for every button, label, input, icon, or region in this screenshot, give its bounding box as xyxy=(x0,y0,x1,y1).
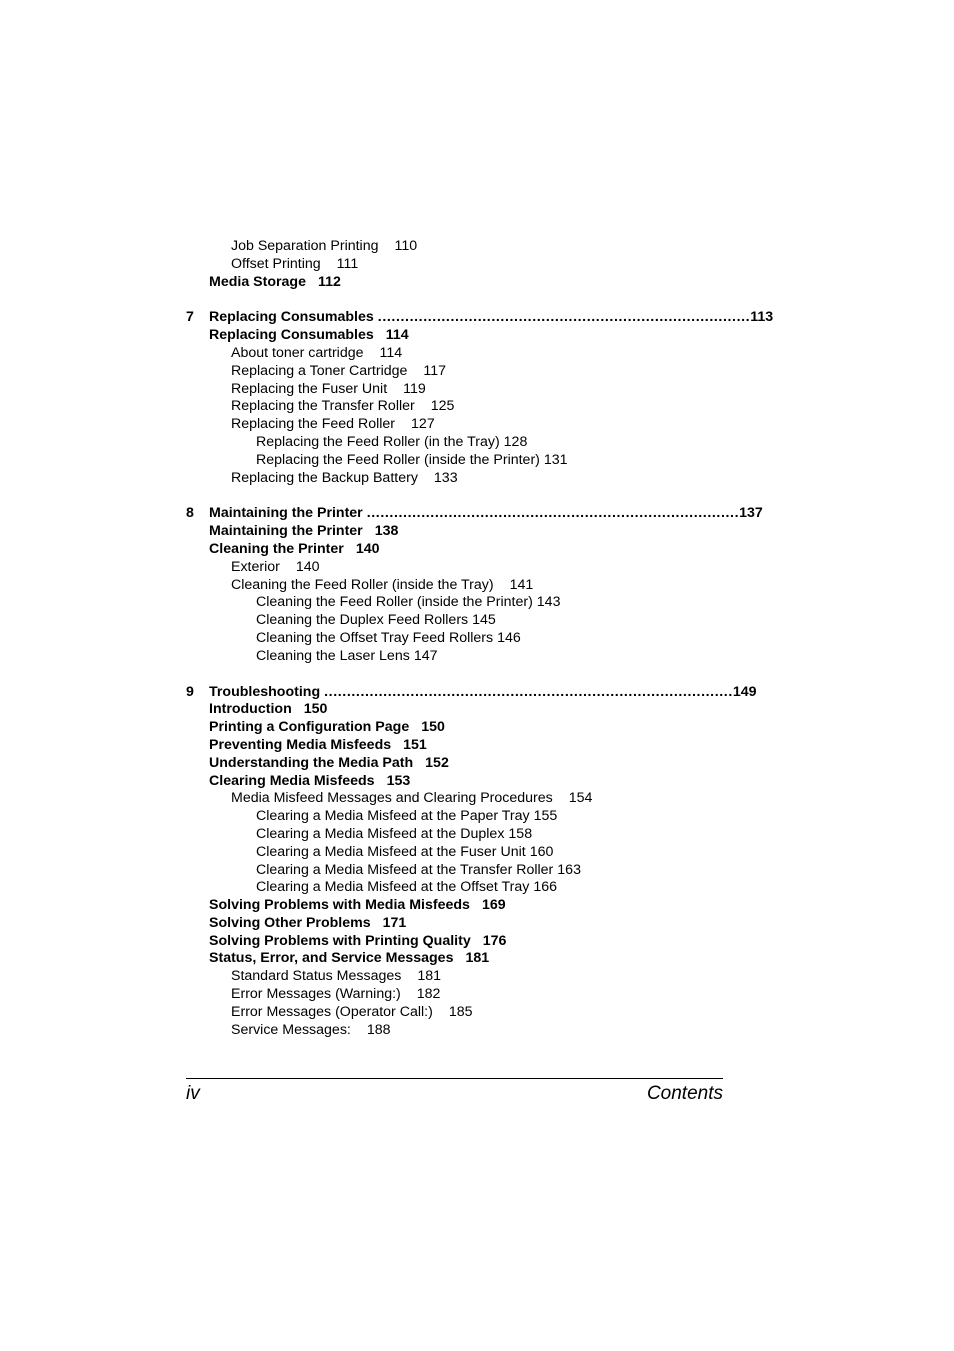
footer-rule xyxy=(186,1078,723,1079)
toc-entry-level-1[interactable] xyxy=(186,274,723,292)
toc-entry-page: 163 xyxy=(557,861,581,878)
toc-entry-page: 166 xyxy=(533,879,558,896)
toc-entry-title: Maintaining the Printer xyxy=(209,523,363,540)
footer-page-number: iv xyxy=(186,1083,200,1104)
toc-entry-title: About toner cartridge xyxy=(231,344,364,361)
footer-section-title: Contents xyxy=(646,1083,723,1104)
toc-entry-title: Error Messages (Operator Call:) xyxy=(231,1003,433,1020)
toc-entry-page: 147 xyxy=(413,647,438,664)
toc-entry-title: Replacing the Feed Roller (inside the Printer) xyxy=(256,451,540,468)
toc-entry-level-2[interactable] xyxy=(186,256,723,274)
toc-entry-page: 133 xyxy=(433,469,458,486)
toc-entry-page: 160 xyxy=(529,843,554,860)
toc-entry-page: 119 xyxy=(403,380,426,397)
toc-entry-level-2[interactable] xyxy=(186,363,723,381)
toc-entry-page: 127 xyxy=(411,416,435,433)
toc-entry-title: Media Storage xyxy=(209,273,306,290)
toc-entry-title: Clearing Media Misfeeds xyxy=(209,772,375,789)
toc-entry-level-1[interactable] xyxy=(186,897,723,915)
toc-entry-level-3[interactable] xyxy=(186,826,723,844)
dot-leader: .................................................................................. xyxy=(366,505,740,522)
toc-entry-title: Standard Status Messages xyxy=(231,968,402,985)
toc-entry-title: Replacing a Toner Cartridge xyxy=(231,362,408,379)
toc-entry-title: Preventing Media Misfeeds xyxy=(209,736,392,753)
toc-entry-title: Solving Other Problems xyxy=(209,914,371,931)
toc-entry-page: 181 xyxy=(417,968,442,985)
toc-entry-page: 176 xyxy=(482,932,507,949)
toc-entry-title: Media Misfeed Messages and Clearing Procedures xyxy=(231,790,553,807)
toc-entry-level-2[interactable] xyxy=(186,577,723,595)
toc-entry-title: Introduction xyxy=(209,701,292,718)
toc-entry-title: Replacing the Transfer Roller xyxy=(231,398,415,415)
toc-entry-title: Clearing a Media Misfeed at the Duplex xyxy=(256,825,505,842)
toc-entry-page: 125 xyxy=(430,398,455,415)
toc-entry-level-3[interactable] xyxy=(186,648,723,666)
toc-entry-title: Understanding the Media Path xyxy=(209,754,414,771)
toc-entry-page: 150 xyxy=(421,719,445,736)
toc-entry-title: Printing a Configuration Page xyxy=(209,719,410,736)
toc-entry-title: Clearing a Media Misfeed at the Fuser Unit xyxy=(256,843,526,860)
toc-entry-page: 153 xyxy=(386,772,411,789)
toc-entry-page: 111 xyxy=(336,255,359,272)
toc-entry-page: 145 xyxy=(472,612,496,629)
toc-entry-title: Replacing the Feed Roller xyxy=(231,416,396,433)
toc-entry-level-2[interactable] xyxy=(186,968,723,986)
toc-entry-level-2[interactable] xyxy=(186,559,723,577)
toc-entry-level-1[interactable] xyxy=(186,737,723,755)
toc-entry-level-3[interactable] xyxy=(186,879,723,897)
toc-entry-title: Clearing a Media Misfeed at the Offset Tray xyxy=(256,879,530,896)
toc-entry-level-2[interactable] xyxy=(186,1004,723,1022)
toc-entry-level-1[interactable] xyxy=(186,719,723,737)
toc-entry-title: Replacing the Fuser Unit xyxy=(231,380,388,397)
toc-entry-level-3[interactable] xyxy=(186,612,723,630)
toc-entry-page: 114 xyxy=(379,344,403,361)
chapter-page: 149 xyxy=(732,683,757,700)
toc-entry-level-3[interactable] xyxy=(186,844,723,862)
toc-entry-title: Status, Error, and Service Messages xyxy=(209,950,454,967)
toc-entry-page: 150 xyxy=(303,701,328,718)
toc-entry-page: 112 xyxy=(317,273,341,290)
toc-entry-page: 171 xyxy=(382,914,407,931)
toc-entry-title: Cleaning the Feed Roller (inside the Printer) xyxy=(256,594,533,611)
toc-entry-level-3[interactable] xyxy=(186,630,723,648)
toc-entry-level-2[interactable] xyxy=(186,1022,723,1040)
toc-entry-page: 140 xyxy=(355,540,380,557)
toc-entry-level-1[interactable] xyxy=(186,950,723,968)
toc-entry-title: Replacing the Backup Battery xyxy=(231,469,418,486)
toc-entry-page: 146 xyxy=(497,629,521,646)
toc-entry-level-2[interactable] xyxy=(186,381,723,399)
toc-entry-title: Cleaning the Printer xyxy=(209,540,344,557)
toc-entry-page: 140 xyxy=(295,558,320,575)
table-of-contents xyxy=(186,238,774,1039)
toc-entry-title: Replacing the Feed Roller (in the Tray) xyxy=(256,433,500,450)
toc-entry-page: 114 xyxy=(385,327,409,344)
toc-entry-page: 169 xyxy=(481,897,506,914)
toc-entry-page: 182 xyxy=(416,986,441,1003)
toc-entry-page: 158 xyxy=(508,825,533,842)
toc-entry-level-3[interactable] xyxy=(186,434,723,452)
toc-entry-level-1[interactable] xyxy=(186,523,723,541)
chapter-page: 137 xyxy=(739,505,763,522)
toc-entry-page: 110 xyxy=(394,238,418,254)
dot-leader: .......................................................................................... xyxy=(324,683,733,700)
toc-entry-level-2[interactable] xyxy=(186,986,723,1004)
toc-entry-level-2[interactable] xyxy=(186,790,723,808)
toc-entry-title: Cleaning the Offset Tray Feed Rollers xyxy=(256,629,494,646)
toc-entry-level-1[interactable] xyxy=(186,327,723,345)
toc-entry-level-3[interactable] xyxy=(186,862,723,880)
toc-entry-level-3[interactable] xyxy=(186,452,723,470)
toc-chapter-heading[interactable] xyxy=(186,683,757,702)
toc-entry-page: 185 xyxy=(448,1003,473,1020)
toc-entry-page: 143 xyxy=(536,594,561,611)
toc-entry-level-1[interactable] xyxy=(186,541,723,559)
toc-entry-title: Clearing a Media Misfeed at the Paper Tray xyxy=(256,808,530,825)
toc-entry-page: 155 xyxy=(533,808,558,825)
chapter-title: Replacing Consumables xyxy=(209,309,374,326)
toc-entry-level-3[interactable] xyxy=(186,808,723,826)
toc-entry-title: Exterior xyxy=(231,558,280,575)
toc-chapter-heading[interactable] xyxy=(186,309,774,327)
toc-entry-level-2[interactable] xyxy=(186,416,723,434)
toc-entry-level-2[interactable] xyxy=(186,470,723,488)
toc-entry-title: Replacing Consumables xyxy=(209,327,374,344)
toc-entry-title: Error Messages (Warning:) xyxy=(231,986,401,1003)
toc-entry-page: 152 xyxy=(425,754,449,771)
toc-entry-title: Cleaning the Feed Roller (inside the Tray) xyxy=(231,576,494,593)
toc-entry-level-1[interactable] xyxy=(186,755,723,773)
toc-entry-page: 151 xyxy=(403,736,427,753)
toc-entry-title: Clearing a Media Misfeed at the Transfer Roller xyxy=(256,861,554,878)
toc-entry-page: 181 xyxy=(465,950,490,967)
toc-entry-page: 117 xyxy=(423,362,447,379)
toc-entry-level-1[interactable] xyxy=(186,701,723,719)
toc-entry-title: Cleaning the Laser Lens xyxy=(256,647,410,664)
toc-entry-title: Cleaning the Duplex Feed Rollers xyxy=(256,612,469,629)
chapter-number: 7 xyxy=(186,309,194,326)
chapter-page: 113 xyxy=(750,309,774,326)
toc-entry-level-2[interactable] xyxy=(186,398,723,416)
dot-leader: .................................................................................. xyxy=(377,309,751,326)
chapter-number: 8 xyxy=(186,505,194,522)
toc-entry-page: 188 xyxy=(366,1021,391,1038)
toc-entry-title: Service Messages: xyxy=(231,1021,351,1038)
toc-entry-title: Solving Problems with Printing Quality xyxy=(209,932,471,949)
chapter-number: 9 xyxy=(186,683,194,700)
toc-entry-page: 138 xyxy=(374,523,399,540)
toc-entry-level-3[interactable] xyxy=(186,594,723,612)
chapter-title: Troubleshooting xyxy=(209,683,321,700)
toc-entry-level-2[interactable] xyxy=(186,238,723,256)
toc-entry-title: Offset Printing xyxy=(231,255,321,272)
toc-entry-level-2[interactable] xyxy=(186,345,723,363)
toc-entry-page: 141 xyxy=(509,576,534,593)
toc-entry-title: Job Separation Printing xyxy=(231,238,379,254)
toc-entry-page: 154 xyxy=(568,790,593,807)
toc-chapter-heading[interactable] xyxy=(186,505,763,523)
chapter-title: Maintaining the Printer xyxy=(209,505,363,522)
toc-entry-title: Solving Problems with Media Misfeeds xyxy=(209,897,470,914)
toc-entry-level-1[interactable] xyxy=(186,773,723,791)
toc-entry-page: 128 xyxy=(503,433,528,450)
toc-entry-page: 131 xyxy=(543,451,568,468)
toc-entry-level-1[interactable] xyxy=(186,933,723,951)
toc-entry-level-1[interactable] xyxy=(186,915,723,933)
